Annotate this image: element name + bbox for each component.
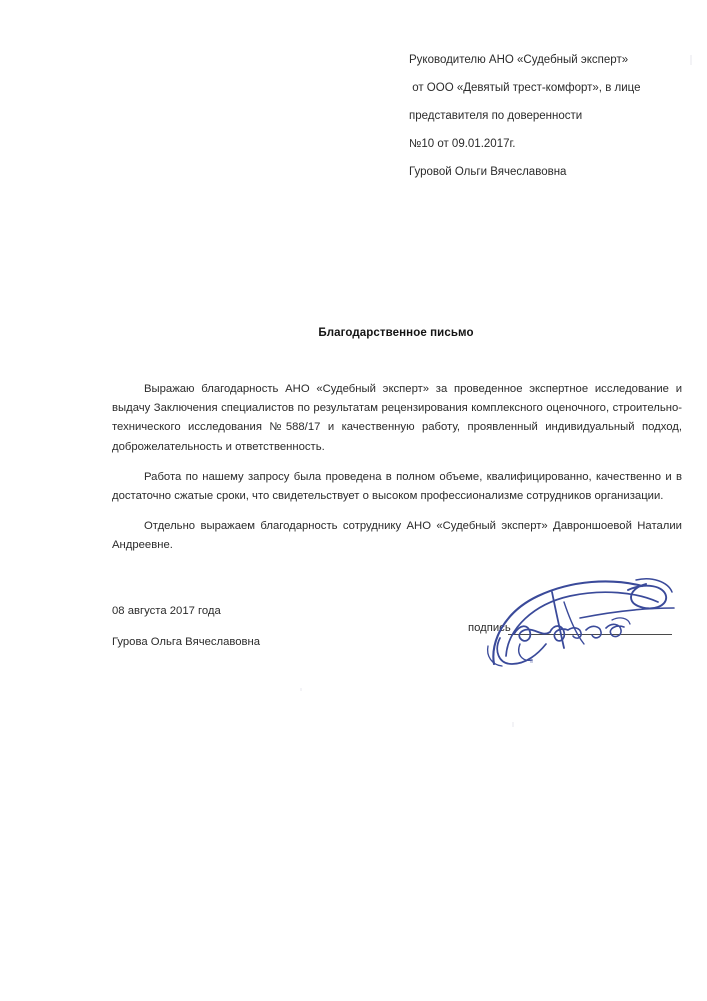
signature-label: подпись — [468, 622, 511, 634]
body-paragraph: Отдельно выражаем благодарность сотруднику АНО «Судебный эксперт» Давроншоевой Наталии Андреевне. — [112, 520, 682, 552]
body-paragraph: Выражаю благодарность АНО «Судебный эксперт» за проведенное экспертное исследование и выдачу Заключения специалистов по результатам рецензирования комплексного оценочного, строительно-технического исследования №588/17 и качественную работу, проявленный индивидуальный подход, доброжелательность и ответственность. — [112, 383, 682, 453]
scan-artifact — [512, 722, 514, 727]
signatory-name: Гурова Ольга Вячеславовна — [112, 636, 261, 648]
signature-area — [460, 572, 690, 667]
document-title: Благодарственное письмо — [318, 327, 474, 339]
signature-rule — [508, 634, 672, 635]
addressee-line-1: Руководителю АНО «Судебный эксперт» — [409, 54, 629, 66]
scan-artifact — [300, 688, 302, 691]
addressee-line-4: №10 от 09.01.2017г. — [409, 138, 516, 150]
document-date: 08 августа 2017 года — [112, 605, 221, 617]
body-paragraph: Работа по нашему запросу была проведена в полном объеме, квалифицированно, качественно и в достаточно сжатые сроки, что свидетельствует о высоком профессионализме сотрудников организации. — [112, 470, 682, 503]
closing-block — [112, 596, 412, 658]
addressee-line-2: от ООО «Девятый трест-комфорт», в лице — [409, 82, 641, 94]
addressee-block — [409, 46, 699, 186]
document-body — [112, 380, 682, 556]
addressee-line-3: представителя по доверенности — [409, 110, 583, 122]
handwritten-signature-icon — [460, 572, 690, 667]
addressee-line-5: Гуровой Ольги Вячеславовна — [409, 166, 567, 178]
